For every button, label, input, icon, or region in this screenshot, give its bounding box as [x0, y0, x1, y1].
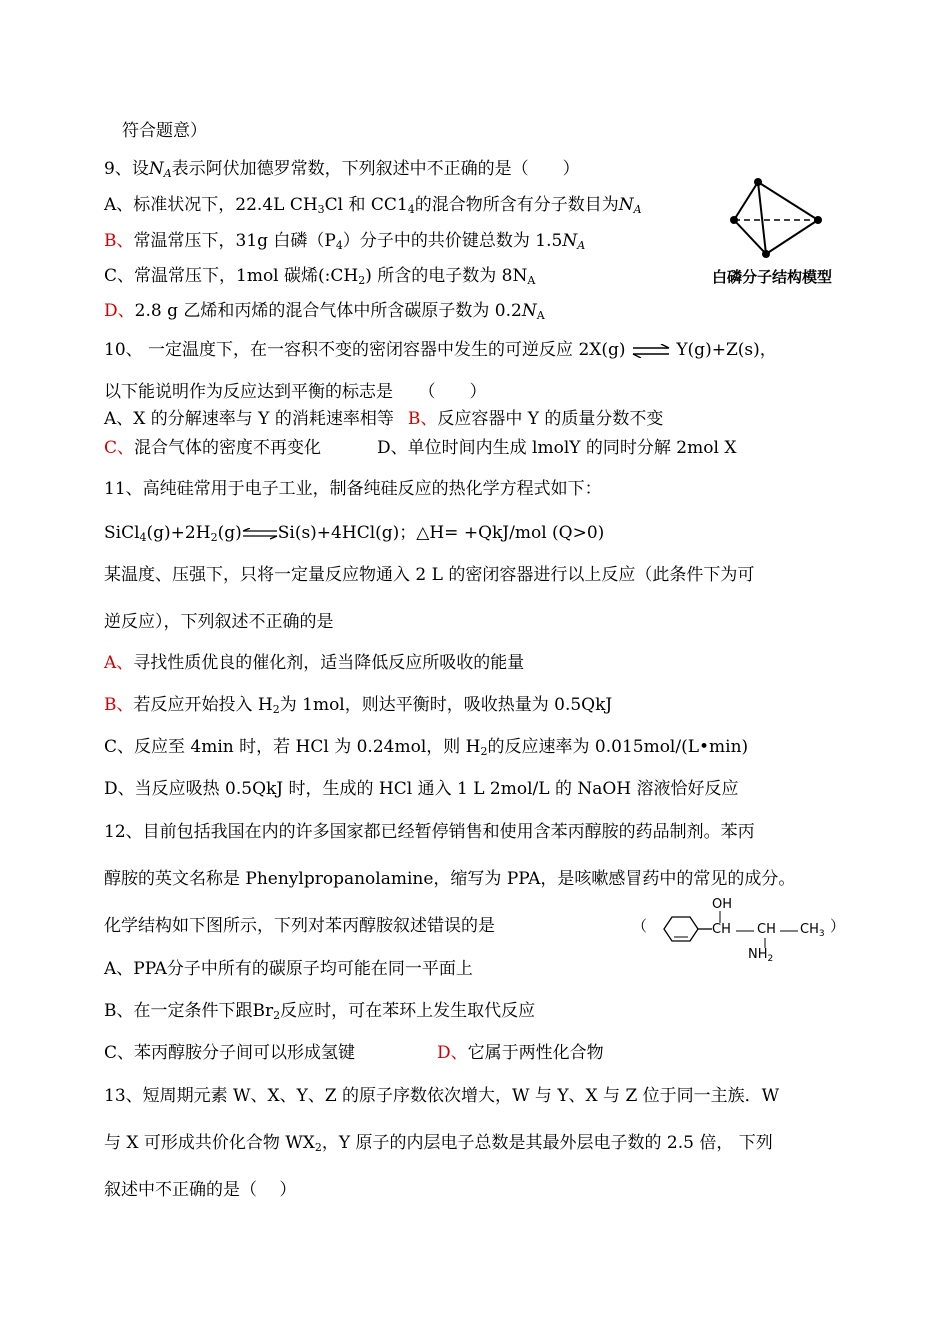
q11-option-b: [104, 694, 612, 721]
q9-b-text2: ）分子中的共价键总数为 1.5: [342, 231, 563, 251]
q11-eq-sub4: 4: [139, 531, 147, 544]
q11-equation: [104, 522, 604, 549]
q10-stem-line1: [104, 339, 777, 361]
figure-caption: 白磷分子结构模型: [712, 268, 833, 286]
q10-stem1-rest: Y(g)+Z(s)，: [676, 340, 777, 360]
q9-b-text1: 常温常压下，31g 白磷（P: [133, 231, 336, 251]
q11-cond2: 逆反应），下列叙述不正确的是: [104, 612, 334, 632]
q11-a-label: A、: [104, 653, 134, 673]
q12-b-text2: 反应时，可在苯环上发生取代反应: [280, 1001, 536, 1021]
bond-line-2: [778, 929, 800, 933]
ppa-oh: OH: [712, 897, 733, 912]
ppa-paren-open: （: [632, 917, 648, 935]
q11-eq-left2: (g)+2H: [146, 523, 211, 543]
intro-text: 符合题意）: [122, 121, 207, 141]
q9-d-label: D、: [104, 301, 135, 321]
q9-c-text2: ) 所含的电子数为 8N: [365, 266, 528, 286]
q10-stem2: 以下能说明作为反应达到平衡的标志是 （ ）: [104, 382, 487, 402]
q9-stem-text: 9、设: [104, 159, 149, 179]
ppa-nh2-sub: 2: [767, 954, 774, 964]
q11-option-c: [104, 736, 748, 763]
q11-b-sub2: 2: [272, 703, 280, 716]
q9-a-sub4: 4: [407, 203, 415, 216]
ppa-nh2: [748, 947, 773, 964]
q9-d-text1: 2.8 g 乙烯和丙烯的混合气体中所含碳原子数为 0.2: [134, 301, 522, 321]
q9-b-na: N: [562, 231, 578, 251]
q9-c-label: C、: [104, 266, 135, 286]
q11-eq-left1: SiCl: [104, 523, 140, 543]
q9-a-sub3: 3: [317, 203, 325, 216]
q11-d-text: D、当反应吸热 0.5QkJ 时，生成的 HCl 通入 1 L 2mol/L 的 NaOH 溶液恰好反应: [104, 779, 739, 799]
equilibrium-arrow-icon: [631, 344, 671, 358]
q11-option-d: [104, 778, 739, 800]
q13-line1-text: 13、短周期元素 W、X、Y、Z 的原子序数依次增大，W 与 Y、X 与 Z 位于同一主族．W: [104, 1086, 780, 1106]
ppa-ch3-text: CH: [800, 922, 819, 937]
q9-b-label: B、: [104, 231, 134, 251]
white-phosphorus-model-icon: [710, 170, 860, 265]
q9-stem: [104, 158, 580, 185]
q9-na-sub: A: [163, 167, 172, 180]
q12-option-a: [104, 958, 473, 980]
q9-a-na-sub: A: [633, 203, 642, 216]
q12-c: C、苯丙醇胺分子间可以形成氢键: [104, 1043, 356, 1063]
q9-c-text1: 常温常压下，1mol 碳烯(:CH: [134, 266, 359, 286]
q12-b-sub2: 2: [273, 1009, 281, 1022]
q9-stem-rest: 表示阿伏加德罗常数，下列叙述中不正确的是（ ）: [171, 159, 580, 179]
q9-a-text2: Cl 和 CC1: [324, 195, 408, 215]
q13-line1: [104, 1085, 779, 1107]
q10-c-text: 混合气体的密度不再变化: [134, 438, 322, 458]
q9-na: N: [148, 159, 164, 179]
q11-cond1: 某温度、压强下，只将一定量反应物通入 2 L 的密闭容器进行以上反应（此条件下为可: [104, 565, 755, 585]
q10-d: D、单位时间内生成 lmolY 的同时分解 2mol X: [377, 438, 737, 458]
q12-stem1: 12、目前包括我国在内的许多国家都已经暂停销售和使用含苯丙醇胺的药品制剂。苯丙: [104, 822, 755, 842]
q9-b-sub4: 4: [335, 239, 343, 252]
q11-a-text: 寻找性质优良的催化剂，适当降低反应所吸收的能量: [133, 653, 525, 673]
q11-c-sub2: 2: [480, 745, 488, 758]
q13-line2b: ，Y 原子的内层电子总数是其最外层电子数的 2.5 倍， 下列: [321, 1133, 773, 1153]
q11-b-text1: 若反应开始投入 H: [133, 695, 273, 715]
q10-c-label: C、: [104, 438, 135, 458]
q9-option-a: [104, 194, 642, 221]
q9-option-b: [104, 230, 585, 257]
q10-b-label: B、: [407, 409, 438, 429]
q12-d-label: D、: [437, 1043, 468, 1063]
q12-option-b: [104, 1000, 535, 1027]
q9-a-na: N: [618, 195, 634, 215]
q11-eq-sub2: 2: [210, 531, 218, 544]
ppa-ch2: CH: [757, 922, 776, 937]
q11-b-text2: 为 1mol，则达平衡时，吸收热量为 0.5QkJ: [279, 695, 613, 715]
q11-eq-left3: (g): [217, 523, 242, 543]
q12-stem-line2: [104, 868, 795, 890]
ppa-structure-figure: [632, 895, 846, 964]
q11-c-text2: 的反应速率为 0.015mol/(L•min): [487, 737, 749, 757]
q12-options-cd: [104, 1042, 604, 1064]
bond-line-1: [734, 929, 756, 933]
q12-stem-line3: [104, 915, 495, 937]
q13-line2a: 与 X 可形成共价化合物 WX: [104, 1133, 315, 1153]
ppa-paren-close: ）: [830, 917, 846, 935]
q12-stem-line1: [104, 821, 755, 843]
intro-line: [122, 120, 207, 142]
q11-stem: [104, 478, 602, 500]
q13-sub2: 2: [314, 1141, 322, 1154]
q13-line3-text: 叙述中不正确的是（ ）: [104, 1180, 297, 1200]
equilibrium-arrow-icon-2: [242, 528, 278, 540]
q10-b-text: 反应容器中 Y 的质量分数不变: [437, 409, 664, 429]
q10-options-cd: [104, 437, 736, 459]
ppa-ch1: CH: [712, 922, 731, 937]
benzene-ring-icon: [654, 909, 714, 949]
q11-condition-line1: [104, 564, 754, 586]
q9-a-text3: 的混合物所含有分子数目为: [414, 195, 619, 215]
q9-c-sub2: 2: [358, 274, 366, 287]
q12-d-text: 它属于两性化合物: [467, 1043, 604, 1063]
q11-c-text1: C、反应至 4min 时，若 HCl 为 0.24mol，则 H: [104, 737, 481, 757]
q9-d-na: N: [521, 301, 537, 321]
q11-b-label: B、: [104, 695, 134, 715]
q11-stem-text: 11、高纯硅常用于电子工业，制备纯硅反应的热化学方程式如下：: [104, 479, 602, 499]
q11-option-a: [104, 652, 524, 674]
q12-b-text1: B、在一定条件下跟Br: [104, 1001, 274, 1021]
ppa-nh2-text: NH: [748, 947, 768, 962]
q9-c-na-sub: A: [527, 274, 536, 287]
q11-condition-line2: [104, 611, 334, 633]
q9-option-d: [104, 300, 545, 327]
q10-options-ab: [104, 408, 663, 430]
q11-eq-right: Si(s)+4HCl(g)；△H= +QkJ/mol (Q>0): [277, 523, 605, 543]
q10-stem-line2: [104, 381, 487, 403]
q10-stem1: 10、 一定温度下，在一容积不变的密闭容器中发生的可逆反应 2X(g): [104, 340, 626, 360]
q13-line3: [104, 1179, 296, 1201]
ppa-ch3-sub: 3: [818, 929, 825, 939]
white-phosphorus-figure: [710, 170, 860, 290]
ppa-ch3: [800, 922, 825, 939]
q12-stem3: 化学结构如下图所示，下列对苯丙醇胺叙述错误的是: [104, 916, 495, 936]
q9-a-text1: 标准状况下，22.4L CH: [133, 195, 318, 215]
q9-d-na-sub: A: [536, 309, 545, 322]
q10-a: A、X 的分解速率与 Y 的消耗速率相等: [104, 409, 394, 429]
q9-b-na-sub: A: [577, 239, 586, 252]
q12-a: A、PPA分子中所有的碳原子均可能在同一平面上: [104, 959, 473, 979]
q9-a-label: A、: [104, 195, 134, 215]
q13-line2: [104, 1132, 773, 1159]
q12-stem2: 醇胺的英文名称是 Phenylpropanolamine，缩写为 PPA，是咳嗽感冒药中的常见的成分。: [104, 869, 796, 889]
q9-option-c: [104, 265, 535, 292]
